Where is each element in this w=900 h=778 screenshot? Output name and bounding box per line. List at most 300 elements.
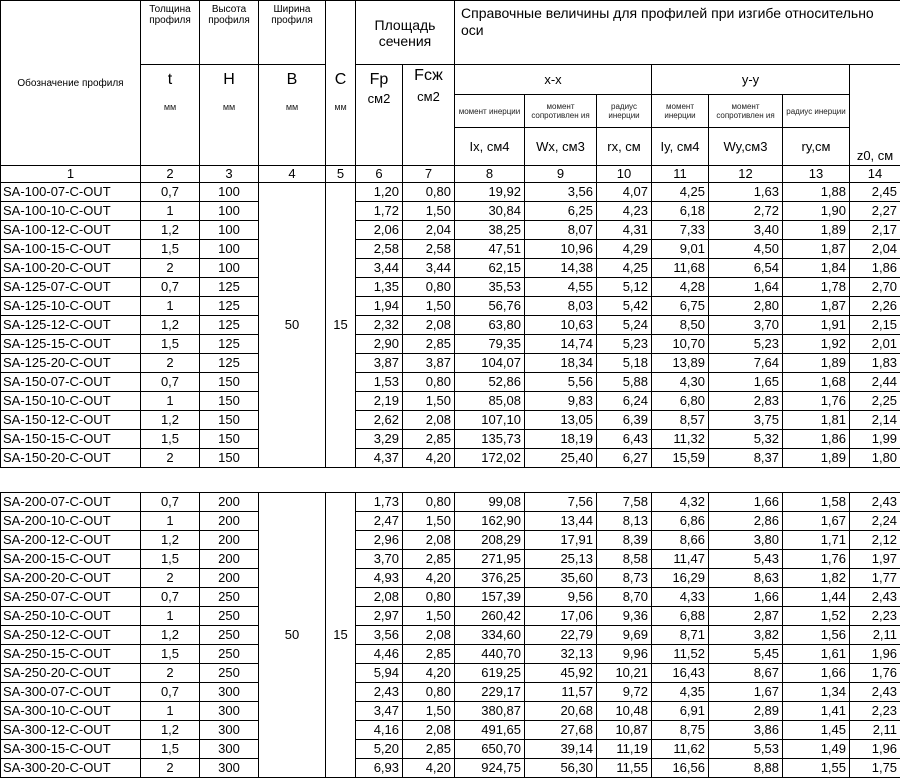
data-cell: 1,76 (783, 550, 850, 569)
data-cell: 1,86 (783, 430, 850, 449)
data-cell: 4,32 (652, 493, 709, 512)
data-cell: 11,47 (652, 550, 709, 569)
table-row (1, 183, 900, 202)
data-cell: 4,20 (403, 569, 455, 588)
table-row (1, 550, 900, 569)
data-cell: 200 (200, 550, 259, 569)
data-cell: 56,30 (525, 759, 597, 778)
data-cell: 2,62 (356, 411, 403, 430)
fszh-cell (403, 65, 455, 166)
wy-symbol: Wy,см3 (709, 128, 783, 166)
data-cell: 2,86 (709, 512, 783, 531)
data-cell: 2,11 (850, 626, 900, 645)
data-cell: 0,7 (141, 683, 200, 702)
table-row (1, 569, 900, 588)
data-cell: 1,5 (141, 645, 200, 664)
fp-cell (356, 65, 403, 166)
profile-name-cell: SA-125-15-C-OUT (1, 335, 141, 354)
data-cell: 13,05 (525, 411, 597, 430)
c-symbol-cell (326, 65, 356, 166)
data-cell: 1,84 (783, 259, 850, 278)
table-row (1, 297, 900, 316)
data-cell: 1,96 (850, 740, 900, 759)
col-number: 2 (141, 166, 200, 183)
ix-symbol: Ix, см4 (455, 128, 525, 166)
data-cell: 1,88 (783, 183, 850, 202)
data-cell: 2,58 (403, 240, 455, 259)
data-cell: 4,50 (709, 240, 783, 259)
data-cell: 250 (200, 664, 259, 683)
data-cell: 6,88 (652, 607, 709, 626)
data-cell: 2,14 (850, 411, 900, 430)
data-cell: 8,71 (652, 626, 709, 645)
group2-body (1, 493, 900, 778)
data-cell: 380,87 (455, 702, 525, 721)
data-cell: 125 (200, 354, 259, 373)
data-cell: 2,47 (356, 512, 403, 531)
data-cell: 25,13 (525, 550, 597, 569)
col-number: 3 (200, 166, 259, 183)
data-cell: 2,43 (850, 588, 900, 607)
table-row (1, 202, 900, 221)
data-cell: 6,93 (356, 759, 403, 778)
data-cell: 11,19 (597, 740, 652, 759)
data-cell: 1,92 (783, 335, 850, 354)
profile-name-cell: SA-250-10-C-OUT (1, 607, 141, 626)
data-cell: 150 (200, 411, 259, 430)
b-unit: мм (259, 103, 325, 112)
data-cell: 1,2 (141, 316, 200, 335)
data-cell: 4,37 (356, 449, 403, 468)
data-cell: 10,70 (652, 335, 709, 354)
data-cell: 6,91 (652, 702, 709, 721)
data-cell: 2,01 (850, 335, 900, 354)
data-cell: 1,96 (850, 645, 900, 664)
data-cell: 2,04 (850, 240, 900, 259)
fszh-symbol: Fсж (403, 67, 454, 85)
data-cell: 150 (200, 449, 259, 468)
data-cell: 10,96 (525, 240, 597, 259)
data-cell: 1,2 (141, 531, 200, 550)
group-separator (1, 468, 900, 493)
profile-name-cell: SA-125-07-C-OUT (1, 278, 141, 297)
data-cell: 172,02 (455, 449, 525, 468)
data-cell: 1,2 (141, 221, 200, 240)
data-cell: 650,70 (455, 740, 525, 759)
data-cell: 150 (200, 373, 259, 392)
data-cell: 0,80 (403, 373, 455, 392)
data-cell: 4,20 (403, 759, 455, 778)
data-cell: 2,43 (850, 493, 900, 512)
data-cell: 2 (141, 259, 200, 278)
data-cell: 1,89 (783, 354, 850, 373)
data-cell: 1,99 (850, 430, 900, 449)
data-cell: 1,5 (141, 550, 200, 569)
data-cell: 440,70 (455, 645, 525, 664)
data-cell: 35,60 (525, 569, 597, 588)
data-cell: 125 (200, 278, 259, 297)
data-cell: 5,18 (597, 354, 652, 373)
b-symbol: B (259, 71, 325, 89)
data-cell: 3,44 (403, 259, 455, 278)
data-cell: 260,42 (455, 607, 525, 626)
profile-name-cell: SA-250-20-C-OUT (1, 664, 141, 683)
data-cell: 2,83 (709, 392, 783, 411)
data-cell: 9,83 (525, 392, 597, 411)
column-numbers-row (1, 166, 900, 183)
data-cell: 10,48 (597, 702, 652, 721)
data-cell: 9,36 (597, 607, 652, 626)
table-row (1, 493, 900, 512)
t-symbol: t (141, 71, 199, 89)
data-cell: 924,75 (455, 759, 525, 778)
c-header-top (326, 1, 356, 65)
c-symbol: C (326, 71, 355, 89)
data-cell: 2,43 (850, 683, 900, 702)
table-row (1, 449, 900, 468)
data-cell: 1,72 (356, 202, 403, 221)
profile-name-cell: SA-125-20-C-OUT (1, 354, 141, 373)
data-cell: 4,33 (652, 588, 709, 607)
data-cell: 9,69 (597, 626, 652, 645)
c-value-cell: 15 (326, 493, 356, 778)
data-cell: 3,56 (356, 626, 403, 645)
data-cell: 5,32 (709, 430, 783, 449)
data-cell: 32,13 (525, 645, 597, 664)
data-cell: 1,50 (403, 202, 455, 221)
table-row (1, 373, 900, 392)
data-cell: 4,23 (597, 202, 652, 221)
height-header: Высота профиля (200, 1, 259, 65)
width-value-cell: 50 (259, 493, 326, 778)
data-cell: 10,63 (525, 316, 597, 335)
data-cell: 2,32 (356, 316, 403, 335)
ix-desc: момент инерции (455, 95, 525, 128)
data-cell: 11,55 (597, 759, 652, 778)
data-cell: 1,5 (141, 335, 200, 354)
table-row (1, 664, 900, 683)
data-cell: 35,53 (455, 278, 525, 297)
data-cell: 3,80 (709, 531, 783, 550)
data-cell: 5,20 (356, 740, 403, 759)
data-cell: 1,75 (850, 759, 900, 778)
wy-desc: момент сопротивлен ия (709, 95, 783, 128)
data-cell: 1,78 (783, 278, 850, 297)
data-cell: 3,75 (709, 411, 783, 430)
data-cell: 4,25 (652, 183, 709, 202)
col-number: 12 (709, 166, 783, 183)
h-unit: мм (200, 103, 258, 112)
data-cell: 0,80 (403, 278, 455, 297)
data-cell: 1,89 (783, 449, 850, 468)
data-cell: 6,24 (597, 392, 652, 411)
data-cell: 2,06 (356, 221, 403, 240)
data-cell: 16,43 (652, 664, 709, 683)
data-cell: 1,2 (141, 411, 200, 430)
reference-header: Справочные величины для профилей при изгибе относительно оси (455, 1, 900, 65)
data-cell: 2,08 (403, 316, 455, 335)
data-cell: 15,59 (652, 449, 709, 468)
data-cell: 1 (141, 702, 200, 721)
data-cell: 17,06 (525, 607, 597, 626)
table-row (1, 721, 900, 740)
profile-name-cell: SA-100-10-C-OUT (1, 202, 141, 221)
data-cell: 99,08 (455, 493, 525, 512)
iy-desc: момент инерции (652, 95, 709, 128)
profile-name-cell: SA-200-12-C-OUT (1, 531, 141, 550)
data-cell: 1,97 (850, 550, 900, 569)
data-cell: 2,04 (403, 221, 455, 240)
data-cell: 2,08 (403, 411, 455, 430)
data-cell: 1,44 (783, 588, 850, 607)
rx-desc: радиус инерции (597, 95, 652, 128)
data-cell: 5,53 (709, 740, 783, 759)
data-cell: 63,80 (455, 316, 525, 335)
data-cell: 3,40 (709, 221, 783, 240)
data-cell: 2,97 (356, 607, 403, 626)
data-cell: 11,32 (652, 430, 709, 449)
data-cell: 125 (200, 297, 259, 316)
data-cell: 1,34 (783, 683, 850, 702)
data-cell: 8,03 (525, 297, 597, 316)
data-cell: 1,58 (783, 493, 850, 512)
data-cell: 7,58 (597, 493, 652, 512)
data-cell: 1,5 (141, 740, 200, 759)
data-cell: 135,73 (455, 430, 525, 449)
data-cell: 250 (200, 626, 259, 645)
data-cell: 1,52 (783, 607, 850, 626)
wx-desc: момент сопротивлен ия (525, 95, 597, 128)
profile-name-cell: SA-100-07-C-OUT (1, 183, 141, 202)
data-cell: 11,68 (652, 259, 709, 278)
data-cell: 6,27 (597, 449, 652, 468)
data-cell: 2,85 (403, 550, 455, 569)
data-cell: 2,85 (403, 430, 455, 449)
data-cell: 1,63 (709, 183, 783, 202)
data-cell: 2 (141, 664, 200, 683)
axis-x-header: x-x (455, 65, 652, 95)
data-cell: 5,94 (356, 664, 403, 683)
data-cell: 27,68 (525, 721, 597, 740)
data-cell: 2,17 (850, 221, 900, 240)
data-cell: 3,47 (356, 702, 403, 721)
profile-name-cell: SA-200-10-C-OUT (1, 512, 141, 531)
profile-name-cell: SA-100-15-C-OUT (1, 240, 141, 259)
data-cell: 7,56 (525, 493, 597, 512)
data-cell: 2 (141, 354, 200, 373)
data-cell: 1,66 (709, 588, 783, 607)
data-cell: 4,55 (525, 278, 597, 297)
data-cell: 100 (200, 221, 259, 240)
data-cell: 1,61 (783, 645, 850, 664)
c-value-cell: 15 (326, 183, 356, 468)
data-cell: 100 (200, 183, 259, 202)
data-cell: 1,71 (783, 531, 850, 550)
data-cell: 1 (141, 607, 200, 626)
data-cell: 2,08 (403, 721, 455, 740)
data-cell: 6,86 (652, 512, 709, 531)
data-cell: 107,10 (455, 411, 525, 430)
col-number: 4 (259, 166, 326, 183)
data-cell: 4,20 (403, 449, 455, 468)
data-cell: 18,19 (525, 430, 597, 449)
data-cell: 1,89 (783, 221, 850, 240)
table-row (1, 512, 900, 531)
data-cell: 11,62 (652, 740, 709, 759)
data-cell: 2,87 (709, 607, 783, 626)
data-cell: 1,67 (709, 683, 783, 702)
thickness-header: Толщина профиля (141, 1, 200, 65)
c-unit: мм (326, 103, 355, 112)
data-cell: 8,57 (652, 411, 709, 430)
data-cell: 2,96 (356, 531, 403, 550)
data-cell: 2,27 (850, 202, 900, 221)
table-row (1, 683, 900, 702)
data-cell: 2 (141, 449, 200, 468)
data-cell: 100 (200, 240, 259, 259)
data-cell: 8,58 (597, 550, 652, 569)
data-cell: 9,72 (597, 683, 652, 702)
table-row (1, 335, 900, 354)
profile-name-cell: SA-250-15-C-OUT (1, 645, 141, 664)
data-cell: 1,50 (403, 607, 455, 626)
iy-symbol: Iy, см4 (652, 128, 709, 166)
data-cell: 0,80 (403, 588, 455, 607)
col-number: 5 (326, 166, 356, 183)
profile-name-cell: SA-200-15-C-OUT (1, 550, 141, 569)
data-cell: 38,25 (455, 221, 525, 240)
rx-symbol: rx, см (597, 128, 652, 166)
separator-cell (1, 468, 900, 493)
data-cell: 8,07 (525, 221, 597, 240)
data-cell: 6,25 (525, 202, 597, 221)
data-cell: 2,58 (356, 240, 403, 259)
data-cell: 1,2 (141, 626, 200, 645)
data-cell: 11,57 (525, 683, 597, 702)
t-symbol-cell (141, 65, 200, 166)
wx-symbol: Wx, см3 (525, 128, 597, 166)
profile-name-cell: SA-300-07-C-OUT (1, 683, 141, 702)
table-row (1, 626, 900, 645)
data-cell: 2,15 (850, 316, 900, 335)
data-cell: 2,72 (709, 202, 783, 221)
data-cell: 79,35 (455, 335, 525, 354)
profile-name-cell: SA-300-15-C-OUT (1, 740, 141, 759)
table-row (1, 759, 900, 778)
data-cell: 2,08 (403, 626, 455, 645)
data-cell: 5,23 (709, 335, 783, 354)
data-cell: 3,82 (709, 626, 783, 645)
table-row (1, 354, 900, 373)
profile-name-cell: SA-100-20-C-OUT (1, 259, 141, 278)
data-cell: 6,18 (652, 202, 709, 221)
data-cell: 1,20 (356, 183, 403, 202)
data-cell: 1,83 (850, 354, 900, 373)
data-cell: 6,54 (709, 259, 783, 278)
data-cell: 3,87 (403, 354, 455, 373)
data-cell: 0,80 (403, 683, 455, 702)
data-cell: 334,60 (455, 626, 525, 645)
data-cell: 2,23 (850, 607, 900, 626)
data-cell: 2,85 (403, 645, 455, 664)
data-cell: 4,07 (597, 183, 652, 202)
data-cell: 1,50 (403, 702, 455, 721)
data-cell: 1,49 (783, 740, 850, 759)
col-number: 8 (455, 166, 525, 183)
data-cell: 1,66 (783, 664, 850, 683)
data-cell: 1,53 (356, 373, 403, 392)
data-cell: 100 (200, 259, 259, 278)
data-cell: 4,29 (597, 240, 652, 259)
fp-symbol: Fp (356, 71, 402, 89)
data-cell: 9,01 (652, 240, 709, 259)
data-cell: 62,15 (455, 259, 525, 278)
profile-name-cell: SA-150-10-C-OUT (1, 392, 141, 411)
data-cell: 104,07 (455, 354, 525, 373)
data-cell: 1,76 (783, 392, 850, 411)
profile-name-cell: SA-250-07-C-OUT (1, 588, 141, 607)
data-cell: 2,90 (356, 335, 403, 354)
data-cell: 1 (141, 392, 200, 411)
data-cell: 1,56 (783, 626, 850, 645)
table-row (1, 316, 900, 335)
t-unit: мм (141, 103, 199, 112)
data-cell: 2 (141, 569, 200, 588)
data-cell: 6,80 (652, 392, 709, 411)
data-cell: 1,87 (783, 240, 850, 259)
data-cell: 8,66 (652, 531, 709, 550)
data-cell: 8,39 (597, 531, 652, 550)
data-cell: 1,80 (850, 449, 900, 468)
data-cell: 150 (200, 430, 259, 449)
data-cell: 2,12 (850, 531, 900, 550)
data-cell: 1,67 (783, 512, 850, 531)
data-cell: 1,91 (783, 316, 850, 335)
data-cell: 1,41 (783, 702, 850, 721)
data-cell: 14,38 (525, 259, 597, 278)
data-cell: 2,70 (850, 278, 900, 297)
table-row (1, 221, 900, 240)
data-cell: 300 (200, 683, 259, 702)
table-row (1, 588, 900, 607)
data-cell: 619,25 (455, 664, 525, 683)
data-cell: 8,50 (652, 316, 709, 335)
data-cell: 1,68 (783, 373, 850, 392)
table-row (1, 531, 900, 550)
b-symbol-cell (259, 65, 326, 166)
ry-desc: радиус инерции (783, 95, 850, 128)
data-cell: 1,64 (709, 278, 783, 297)
data-cell: 17,91 (525, 531, 597, 550)
data-cell: 1,55 (783, 759, 850, 778)
data-cell: 8,70 (597, 588, 652, 607)
col-number: 10 (597, 166, 652, 183)
profile-name-cell: SA-300-10-C-OUT (1, 702, 141, 721)
data-cell: 1,50 (403, 297, 455, 316)
data-cell: 6,39 (597, 411, 652, 430)
data-cell: 300 (200, 759, 259, 778)
profile-name-cell: SA-300-20-C-OUT (1, 759, 141, 778)
data-cell: 2,25 (850, 392, 900, 411)
data-cell: 1,81 (783, 411, 850, 430)
data-cell: 5,24 (597, 316, 652, 335)
data-cell: 2,08 (403, 531, 455, 550)
data-cell: 4,35 (652, 683, 709, 702)
data-cell: 300 (200, 740, 259, 759)
data-cell: 300 (200, 721, 259, 740)
data-cell: 9,56 (525, 588, 597, 607)
data-cell: 4,16 (356, 721, 403, 740)
